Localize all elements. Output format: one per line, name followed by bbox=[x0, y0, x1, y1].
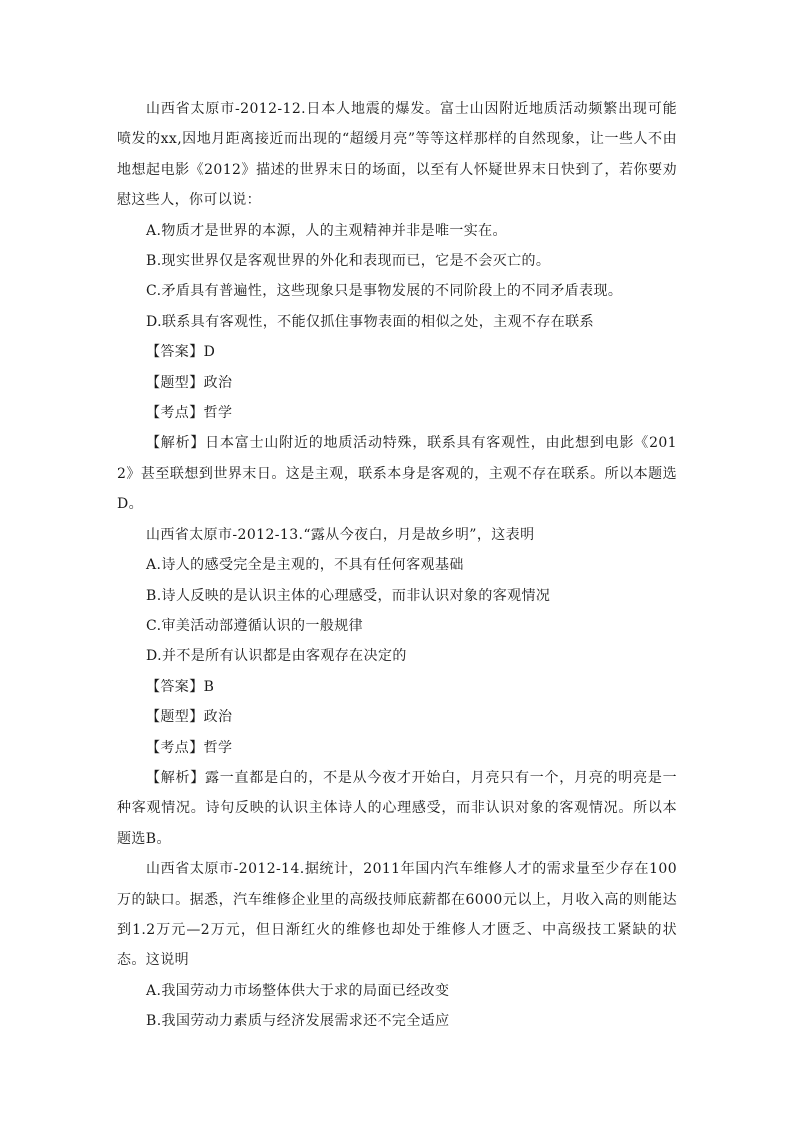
document-body bbox=[117, 94, 677, 1037]
option-a: A.我国劳动力市场整体供大于求的局面已经改变 bbox=[146, 982, 450, 999]
option-c: C.矛盾具有普遍性，这些现象只是事物发展的不同阶段上的不同矛盾表现。 bbox=[146, 283, 623, 300]
question-stem: 山西省太原市-2012-13.“露从今夜白，月是故乡明”，这表明 bbox=[146, 526, 535, 543]
analysis-paragraph: 【解析】日本富士山附近的地质活动特殊，联系具有客观性，由此想到电影《2012》甚至联想到世界末日。这是主观，联系本身是客观的，主观不存在联系。所以本题选D。 bbox=[117, 435, 677, 513]
question-stem: 山西省太原市-2012-12.日本人地震的爆发。富士山因附近地质活动频繁出现可能喷发的xx,因地月距离接近而出现的“超缓月亮”等等这样那样的自然现象，让一些人不由地想起电影《2012》描述的世界末日的场面，以至有人怀疑世界末日快到了，若你要劝慰这些人，你可以说： bbox=[117, 101, 677, 209]
answer-line: 【答案】D bbox=[146, 344, 216, 361]
exam-point-line: 【考点】哲学 bbox=[146, 739, 233, 756]
option-b: B.现实世界仅是客观世界的外化和表现而已，它是不会灭亡的。 bbox=[146, 253, 551, 270]
question-type-line: 【题型】政治 bbox=[146, 374, 233, 391]
option-a: A.诗人的感受完全是主观的，不具有任何客观基础 bbox=[146, 557, 464, 574]
analysis-paragraph: 【解析】露一直都是白的，不是从今夜才开始白，月亮只有一个，月亮的明亮是一种客观情况。诗句反映的认识主体诗人的心理感受，而非认识对象的客观情况。所以本题选B。 bbox=[117, 769, 677, 847]
question-stem: 山西省太原市-2012-14.据统计，2011年国内汽车维修人才的需求量至少存在100万的缺口。据悉，汽车维修企业里的高级技师底薪都在6000元以上，月收入高的则能达到1.2万元—2万元，但日渐红火的维修也却处于维修人才匮乏、中高级技工紧缺的状态。这说明 bbox=[117, 861, 677, 969]
question-14 bbox=[117, 854, 677, 1036]
option-d: D.联系具有客观性，不能仅抓住事物表面的相似之处，主观不存在联系 bbox=[146, 313, 594, 330]
exam-point-line: 【考点】哲学 bbox=[146, 405, 233, 422]
option-b: B.我国劳动力素质与经济发展需求还不完全适应 bbox=[146, 1013, 450, 1030]
option-d: D.并不是所有认识都是由客观存在决定的 bbox=[146, 648, 407, 665]
question-13 bbox=[117, 520, 677, 854]
option-a: A.物质才是世界的本源，人的主观精神并非是唯一实在。 bbox=[146, 222, 507, 239]
question-type-line: 【题型】政治 bbox=[146, 709, 233, 726]
answer-line: 【答案】B bbox=[146, 678, 215, 695]
question-12 bbox=[117, 94, 677, 520]
option-c: C.审美活动部遵循认识的一般规律 bbox=[146, 617, 364, 634]
option-b: B.诗人反映的是认识主体的心理感受，而非认识对象的客观情况 bbox=[146, 587, 551, 604]
